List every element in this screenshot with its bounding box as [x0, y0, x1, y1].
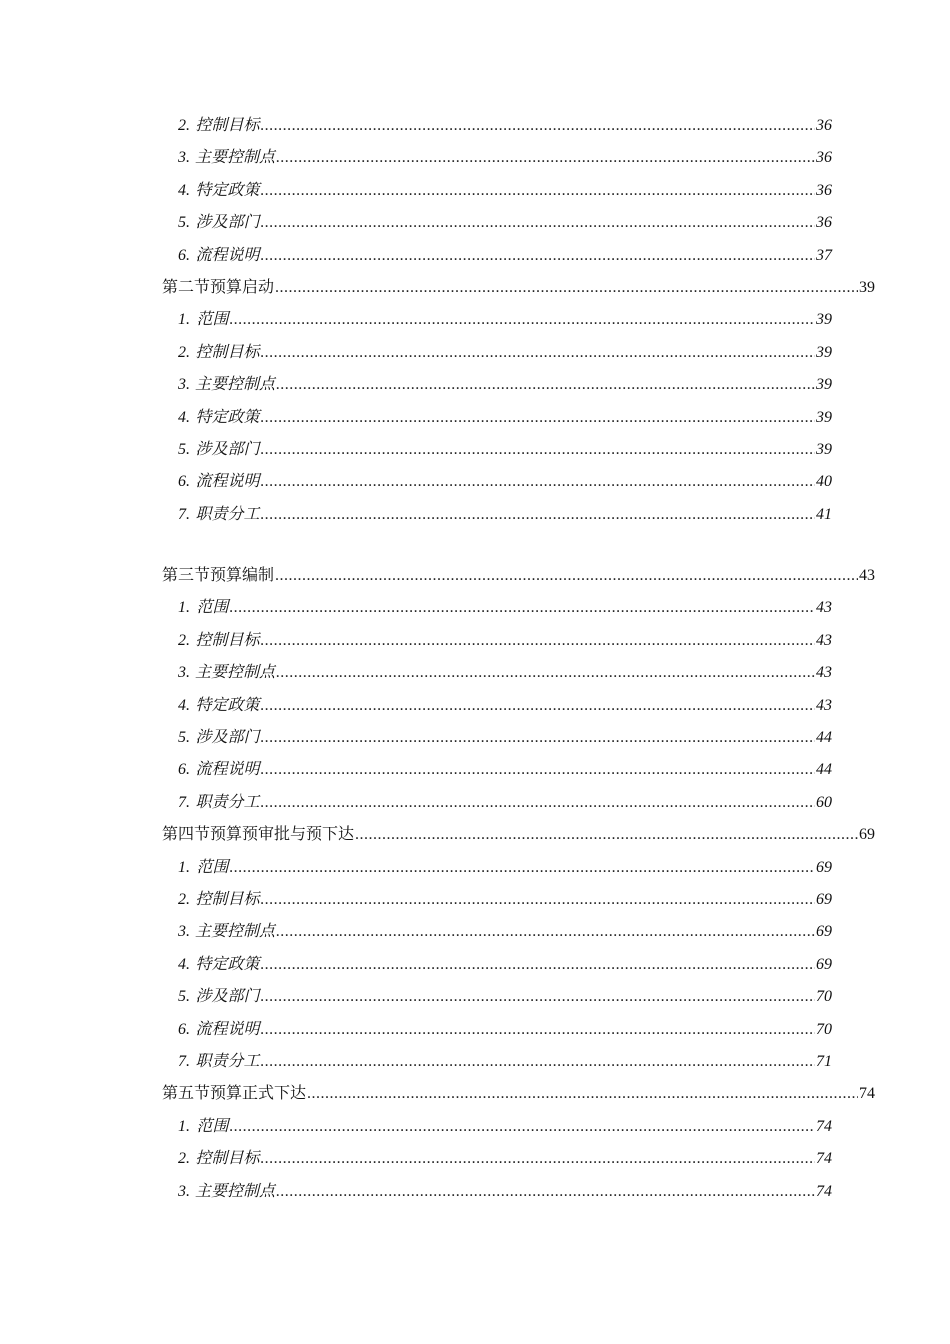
toc-section-label: 第二节 [162, 278, 211, 296]
toc-entry-number: 5. [178, 729, 190, 747]
toc-subsection-entry[interactable] [0, 949, 950, 981]
toc-subsection-entry[interactable] [0, 466, 950, 498]
toc-entry-number: 3. [178, 376, 190, 394]
toc-subsection-entry[interactable] [0, 175, 950, 207]
toc-entry-title: 特定政策 [195, 696, 260, 714]
toc-entry-title: 范围 [196, 1117, 229, 1135]
toc-dot-leader [230, 852, 815, 884]
toc-page-number: 74 [816, 1117, 832, 1135]
toc-dot-leader [355, 819, 858, 851]
toc-page-number: 70 [816, 1020, 832, 1038]
toc-dot-leader [261, 787, 815, 819]
toc-entry-line [178, 110, 832, 142]
toc-entry-number: 5. [178, 214, 190, 232]
toc-entry-title: 涉及部门 [195, 988, 260, 1006]
toc-dot-leader [261, 402, 815, 434]
toc-entry-title: 特定政策 [195, 955, 260, 973]
toc-entry-title: 职责分工 [195, 793, 260, 811]
toc-page-number: 71 [816, 1052, 832, 1070]
toc-page-number: 69 [816, 923, 832, 941]
toc-page-number: 39 [816, 311, 832, 329]
toc-entry-title: 预算启动 [210, 278, 275, 296]
toc-page-number: 36 [816, 117, 832, 134]
toc-entry-number: 3. [178, 664, 190, 682]
toc-entry-title: 涉及部门 [195, 440, 260, 458]
toc-dot-leader [261, 337, 815, 369]
toc-entry-number: 4. [178, 955, 190, 973]
toc-page-number: 36 [816, 149, 832, 167]
toc-page-number: 70 [816, 988, 832, 1006]
toc-entry-title: 预算编制 [210, 567, 275, 585]
toc-entry-number: 2. [178, 631, 190, 649]
toc-dot-leader [261, 207, 815, 239]
toc-spacer [0, 531, 950, 560]
toc-entry-title: 职责分工 [195, 505, 260, 523]
toc-entry-line [178, 1176, 832, 1208]
toc-entry-title: 控制目标 [195, 343, 260, 361]
toc-entry-line [178, 142, 832, 174]
toc-dot-leader [261, 1143, 815, 1175]
toc-entry-line [178, 949, 832, 981]
toc-dot-leader [261, 722, 815, 754]
toc-page-number: 37 [816, 246, 832, 264]
toc-subsection-entry[interactable] [0, 434, 950, 466]
toc-entry-number: 6. [178, 1020, 190, 1038]
toc-entry-line [178, 466, 832, 498]
toc-entry-line [178, 657, 832, 689]
toc-entry-title: 主要控制点 [195, 664, 276, 682]
toc-subsection-entry[interactable] [0, 916, 950, 948]
toc-page-number: 74 [816, 1182, 832, 1200]
toc-subsection-entry[interactable] [0, 981, 950, 1013]
toc-subsection-entry[interactable] [0, 304, 950, 336]
toc-entry-number: 6. [178, 473, 190, 491]
toc-dot-leader [261, 690, 815, 722]
toc-entry-number: 3. [178, 923, 190, 941]
toc-dot-leader [261, 884, 815, 916]
toc-entry-line [178, 981, 832, 1013]
toc-page-number: 36 [816, 214, 832, 232]
toc-entry-line [178, 337, 832, 369]
toc-entry-number: 1. [178, 858, 190, 876]
toc-entry-title: 范围 [196, 599, 229, 617]
toc-dot-leader [261, 625, 815, 657]
toc-entry-line [178, 1014, 832, 1046]
toc-entry-title: 预算预审批与预下达 [210, 826, 355, 844]
toc-subsection-entry[interactable] [0, 402, 950, 434]
toc-page-number: 39 [816, 440, 832, 458]
toc-entry-number: 3. [178, 1182, 190, 1200]
toc-page-number: 69 [816, 858, 832, 876]
toc-dot-leader [276, 657, 815, 689]
toc-entry-number: 5. [178, 988, 190, 1006]
toc-entry-title: 主要控制点 [195, 149, 276, 167]
toc-subsection-entry[interactable] [0, 722, 950, 754]
toc-entry-number: 7. [178, 505, 190, 523]
toc-entry-title: 主要控制点 [195, 923, 276, 941]
toc-page-number: 39 [816, 408, 832, 426]
toc-entry-title: 职责分工 [195, 1052, 260, 1070]
toc-subsection-entry[interactable] [0, 852, 950, 884]
toc-entry-line [178, 434, 832, 466]
toc-entry-title: 涉及部门 [195, 729, 260, 747]
toc-page-number: 39 [816, 343, 832, 361]
toc-entry-line [178, 499, 832, 531]
toc-entry-number: 2. [178, 117, 190, 134]
toc-entry-line [178, 754, 832, 786]
toc-subsection-entry[interactable] [0, 787, 950, 819]
toc-entry-number: 7. [178, 793, 190, 811]
toc-entry-line [162, 560, 875, 592]
toc-dot-leader [275, 272, 858, 304]
toc-page-number: 39 [816, 376, 832, 394]
toc-subsection-entry[interactable] [0, 207, 950, 239]
toc-section-entry[interactable] [0, 1078, 950, 1110]
toc-entry-title: 控制目标 [195, 631, 260, 649]
toc-page-number: 69 [816, 955, 832, 973]
toc-entry-number: 4. [178, 408, 190, 426]
toc-subsection-entry[interactable] [0, 1014, 950, 1046]
toc-entry-line [178, 1046, 832, 1078]
toc-entry-line [162, 1078, 875, 1110]
toc-dot-leader [275, 560, 858, 592]
toc-entry-number: 6. [178, 246, 190, 264]
toc-subsection-entry[interactable] [0, 754, 950, 786]
toc-subsection-entry[interactable] [0, 499, 950, 531]
toc-subsection-entry[interactable] [0, 1143, 950, 1175]
toc-subsection-entry[interactable] [0, 592, 950, 624]
toc-entry-line [178, 852, 832, 884]
toc-entry-line [178, 304, 832, 336]
toc-page-number: 74 [816, 1150, 832, 1168]
toc-entry-number: 4. [178, 181, 190, 199]
toc-dot-leader [261, 1046, 815, 1078]
toc-dot-leader [261, 949, 815, 981]
toc-page-number: 69 [816, 890, 832, 908]
toc-entry-line [178, 240, 832, 272]
toc-entry-number: 1. [178, 1117, 190, 1135]
toc-dot-leader [261, 981, 815, 1013]
toc-subsection-entry[interactable] [0, 142, 950, 174]
toc-entry-title: 范围 [196, 858, 229, 876]
toc-dot-leader [261, 110, 815, 142]
toc-subsection-entry[interactable] [0, 1111, 950, 1143]
toc-entry-number: 1. [178, 311, 190, 329]
toc-page-number: 43 [816, 696, 832, 714]
toc-dot-leader [261, 499, 815, 531]
toc-entry-line [178, 690, 832, 722]
toc-page-number: 41 [816, 505, 832, 523]
toc-entry-title: 特定政策 [195, 408, 260, 426]
toc-page-number: 74 [859, 1085, 875, 1103]
toc-page-number: 43 [816, 664, 832, 682]
toc-entry-title: 流程说明 [195, 473, 260, 491]
toc-section-entry[interactable] [0, 272, 950, 304]
toc-dot-leader [276, 916, 815, 948]
toc-entry-line [178, 1143, 832, 1175]
toc-subsection-entry[interactable] [0, 110, 950, 142]
toc-page-number: 43 [859, 567, 875, 585]
toc-entry-line [162, 819, 875, 851]
toc-entry-title: 流程说明 [195, 1020, 260, 1038]
toc-entry-line [178, 787, 832, 819]
toc-dot-leader [261, 175, 815, 207]
toc-dot-leader [230, 592, 815, 624]
toc-section-label: 第四节 [162, 826, 211, 844]
toc-entry-line [178, 175, 832, 207]
toc-dot-leader [261, 754, 815, 786]
toc-entry-number: 2. [178, 343, 190, 361]
toc-dot-leader [276, 1176, 815, 1208]
toc-entry-title: 控制目标 [195, 1150, 260, 1168]
toc-dot-leader [261, 1014, 815, 1046]
toc-entry-title: 主要控制点 [195, 376, 276, 394]
toc-entry-number: 4. [178, 696, 190, 714]
toc-dot-leader [261, 240, 815, 272]
table-of-contents [0, 110, 950, 1208]
toc-section-entry[interactable] [0, 819, 950, 851]
toc-entry-title: 流程说明 [195, 246, 260, 264]
toc-page-number: 60 [816, 793, 832, 811]
toc-dot-leader [230, 1111, 815, 1143]
toc-entry-number: 1. [178, 599, 190, 617]
toc-entry-title: 预算正式下达 [210, 1085, 307, 1103]
toc-entry-line [178, 402, 832, 434]
toc-entry-title: 特定政策 [195, 181, 260, 199]
toc-subsection-entry[interactable] [0, 1046, 950, 1078]
toc-page-number: 44 [816, 729, 832, 747]
toc-subsection-entry[interactable] [0, 337, 950, 369]
toc-section-label: 第五节 [162, 1085, 211, 1103]
toc-entry-line [178, 207, 832, 239]
toc-entry-line [178, 884, 832, 916]
toc-page-number: 36 [816, 181, 832, 199]
toc-dot-leader [230, 304, 815, 336]
toc-subsection-entry[interactable] [0, 625, 950, 657]
toc-dot-leader [276, 142, 815, 174]
toc-entry-line [178, 592, 832, 624]
toc-subsection-entry[interactable] [0, 657, 950, 689]
toc-subsection-entry[interactable] [0, 690, 950, 722]
toc-section-entry[interactable] [0, 560, 950, 592]
toc-subsection-entry[interactable] [0, 1176, 950, 1208]
toc-dot-leader [276, 369, 815, 401]
toc-dot-leader [261, 466, 815, 498]
toc-entry-line [178, 369, 832, 401]
toc-page-number: 69 [859, 826, 875, 844]
toc-entry-line [162, 272, 875, 304]
toc-entry-number: 2. [178, 1150, 190, 1168]
toc-section-label: 第三节 [162, 567, 211, 585]
toc-entry-number: 7. [178, 1052, 190, 1070]
toc-dot-leader [261, 434, 815, 466]
toc-entry-title: 涉及部门 [195, 214, 260, 232]
toc-entry-line [178, 916, 832, 948]
toc-entry-title: 主要控制点 [195, 1182, 276, 1200]
toc-entry-line [178, 722, 832, 754]
toc-subsection-entry[interactable] [0, 369, 950, 401]
toc-page-number: 40 [816, 473, 832, 491]
toc-page-number: 39 [859, 278, 875, 296]
toc-entry-number: 2. [178, 890, 190, 908]
toc-entry-number: 5. [178, 440, 190, 458]
toc-entry-line [178, 625, 832, 657]
toc-entry-title: 控制目标 [195, 117, 260, 134]
toc-page-number: 43 [816, 599, 832, 617]
toc-dot-leader [307, 1078, 858, 1110]
toc-subsection-entry[interactable] [0, 884, 950, 916]
toc-entry-number: 3. [178, 149, 190, 167]
toc-page-number: 43 [816, 631, 832, 649]
toc-entry-title: 流程说明 [195, 761, 260, 779]
toc-subsection-entry[interactable] [0, 240, 950, 272]
toc-entry-line [178, 1111, 832, 1143]
toc-entry-number: 6. [178, 761, 190, 779]
toc-entry-title: 范围 [196, 311, 229, 329]
toc-entry-title: 控制目标 [195, 890, 260, 908]
toc-page-number: 44 [816, 761, 832, 779]
